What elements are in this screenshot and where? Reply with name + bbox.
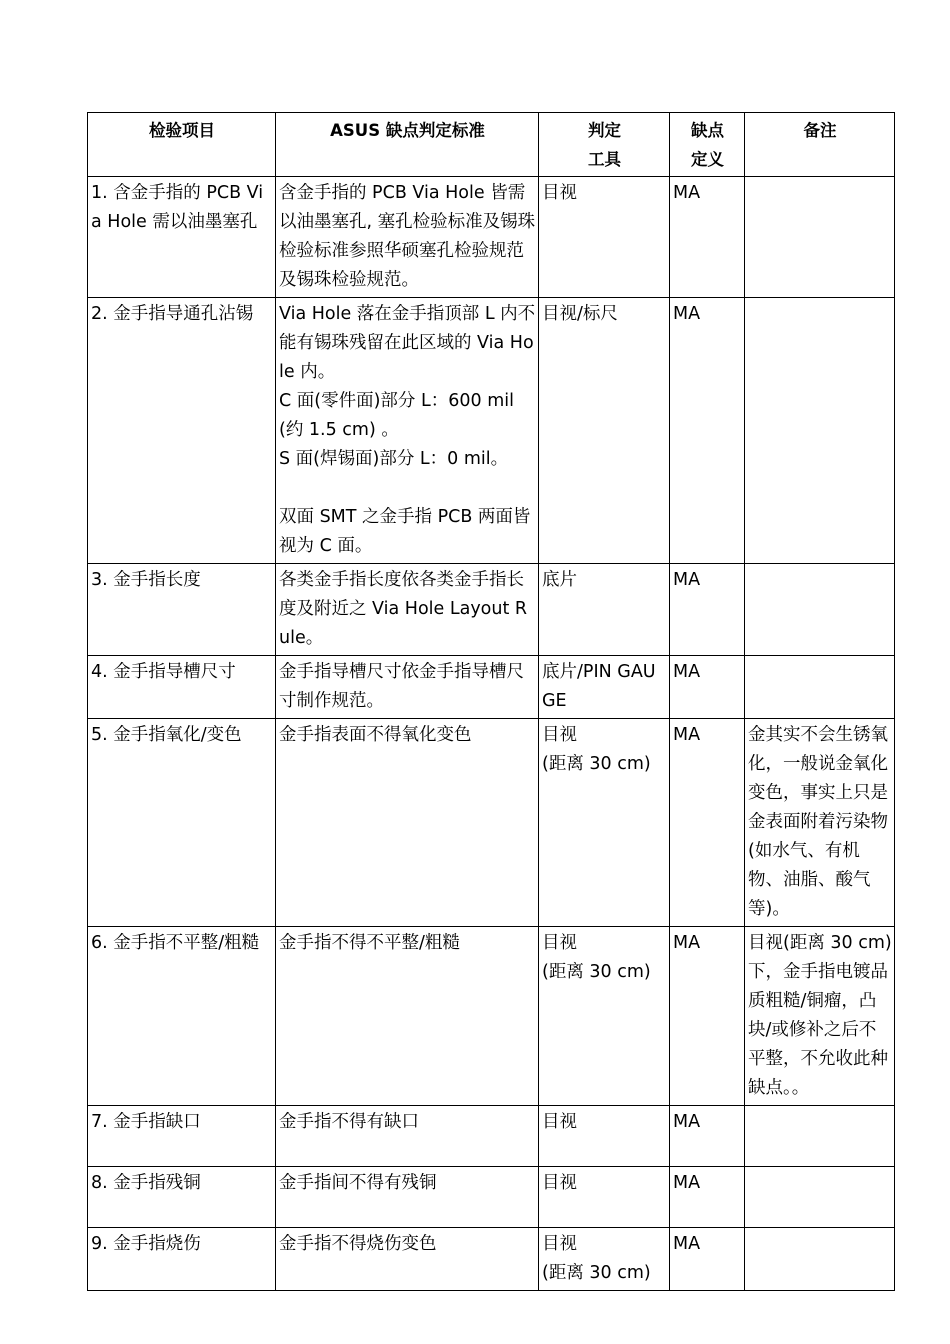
cell-remark: 目视(距离 30 cm)下，金手指电镀品质粗糙/铜瘤，凸块/或修补之后不平整，不允收此种缺点。。 bbox=[745, 927, 895, 1106]
table-row bbox=[88, 564, 895, 656]
cell-defect: MA bbox=[670, 564, 745, 656]
table-row bbox=[88, 177, 895, 298]
cell-tool: 目视 bbox=[539, 1106, 670, 1167]
cell-item: 2. 金手指导通孔沾锡 bbox=[88, 298, 276, 564]
cell-item: 8. 金手指残铜 bbox=[88, 1167, 276, 1228]
cell-defect: MA bbox=[670, 1106, 745, 1167]
table-row bbox=[88, 1228, 895, 1291]
table-row bbox=[88, 656, 895, 719]
cell-standard: 含金手指的 PCB Via Hole 皆需以油墨塞孔, 塞孔检验标准及锡珠检验标准参照华硕塞孔检验规范及锡珠检验规范。 bbox=[276, 177, 539, 298]
document-page bbox=[87, 112, 894, 1291]
cell-item: 9. 金手指烧伤 bbox=[88, 1228, 276, 1291]
cell-standard: Via Hole 落在金手指顶部 L 内不能有锡珠残留在此区域的 Via Hole 内。 C 面(零件面)部分 L：600 mil (约 1.5 cm) 。 S 面(焊锡面)部分 L：0 mil。 双面 SMT 之金手指 PCB 两面皆视为 C 面。 bbox=[276, 298, 539, 564]
cell-tool: 目视 (距离 30 cm) bbox=[539, 719, 670, 927]
cell-tool: 底片/PIN GAUGE bbox=[539, 656, 670, 719]
cell-remark bbox=[745, 1228, 895, 1291]
header-inspection-item: 检验项目 bbox=[88, 113, 276, 177]
table-row bbox=[88, 298, 895, 564]
header-judgment-tool: 判定 工具 bbox=[539, 113, 670, 177]
cell-defect: MA bbox=[670, 1167, 745, 1228]
cell-item: 5. 金手指氧化/变色 bbox=[88, 719, 276, 927]
cell-defect: MA bbox=[670, 1228, 745, 1291]
cell-standard: 金手指不得有缺口 bbox=[276, 1106, 539, 1167]
cell-remark bbox=[745, 298, 895, 564]
inspection-table bbox=[87, 112, 895, 1291]
header-defect-definition: 缺点 定义 bbox=[670, 113, 745, 177]
cell-remark: 金其实不会生锈氧化，一般说金氧化变色，事实上只是金表面附着污染物(如水气、有机物、油脂、酸气等)。 bbox=[745, 719, 895, 927]
cell-remark bbox=[745, 656, 895, 719]
cell-item: 4. 金手指导槽尺寸 bbox=[88, 656, 276, 719]
table-row bbox=[88, 1167, 895, 1228]
cell-defect: MA bbox=[670, 298, 745, 564]
cell-remark bbox=[745, 177, 895, 298]
cell-tool: 目视/标尺 bbox=[539, 298, 670, 564]
header-defect-standard: ASUS 缺点判定标准 bbox=[276, 113, 539, 177]
table-row bbox=[88, 927, 895, 1106]
cell-item: 6. 金手指不平整/粗糙 bbox=[88, 927, 276, 1106]
cell-defect: MA bbox=[670, 719, 745, 927]
header-remark: 备注 bbox=[745, 113, 895, 177]
table-row bbox=[88, 1106, 895, 1167]
cell-remark bbox=[745, 1167, 895, 1228]
cell-defect: MA bbox=[670, 177, 745, 298]
cell-remark bbox=[745, 564, 895, 656]
table-row bbox=[88, 719, 895, 927]
cell-tool: 目视 bbox=[539, 1167, 670, 1228]
cell-tool: 目视 bbox=[539, 177, 670, 298]
cell-standard: 金手指不得不平整/粗糙 bbox=[276, 927, 539, 1106]
cell-defect: MA bbox=[670, 656, 745, 719]
cell-item: 3. 金手指长度 bbox=[88, 564, 276, 656]
table-header-row bbox=[88, 113, 895, 177]
cell-defect: MA bbox=[670, 927, 745, 1106]
cell-standard: 各类金手指长度依各类金手指长度及附近之 Via Hole Layout Rule。 bbox=[276, 564, 539, 656]
cell-remark bbox=[745, 1106, 895, 1167]
cell-tool: 目视 (距离 30 cm) bbox=[539, 927, 670, 1106]
cell-standard: 金手指导槽尺寸依金手指导槽尺寸制作规范。 bbox=[276, 656, 539, 719]
cell-item: 1. 含金手指的 PCB Via Hole 需以油墨塞孔 bbox=[88, 177, 276, 298]
cell-standard: 金手指不得烧伤变色 bbox=[276, 1228, 539, 1291]
cell-standard: 金手指间不得有残铜 bbox=[276, 1167, 539, 1228]
cell-tool: 目视 (距离 30 cm) bbox=[539, 1228, 670, 1291]
cell-standard: 金手指表面不得氧化变色 bbox=[276, 719, 539, 927]
cell-tool: 底片 bbox=[539, 564, 670, 656]
cell-item: 7. 金手指缺口 bbox=[88, 1106, 276, 1167]
